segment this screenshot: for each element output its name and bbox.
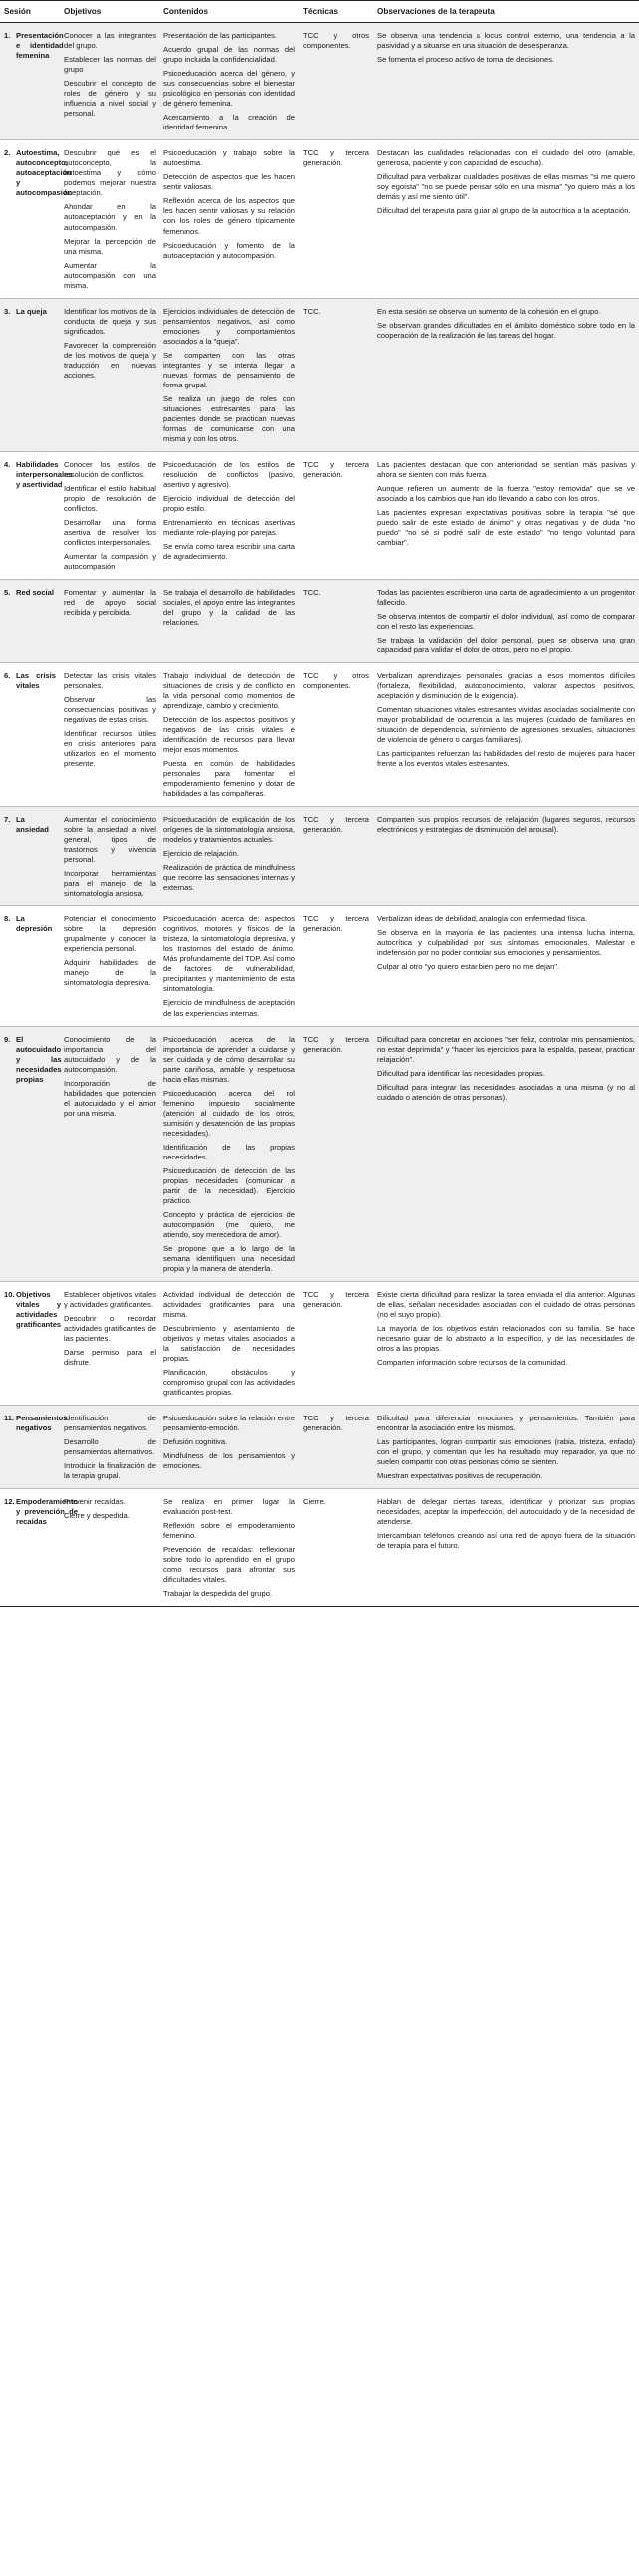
- objectives-item: Potenciar el conocimiento sobre la depresión grupalmente y conocer la experiencia personal.: [64, 914, 156, 954]
- session-name: Empoderamiento y prevención de recaídas: [16, 1497, 79, 1527]
- observations-item: Las participantes, logran compartir sus emociones (rabia, tristeza, enfado) con el grupo, y comentan que les ha resultado muy reparador, ya que no suelen compartir con otras personas cómo se sienten.: [377, 1437, 635, 1467]
- observations-item: Intercambian teléfonos creando así una red de apoyo fuera de la situación de terapia para el futuro.: [377, 1531, 635, 1551]
- objectives-item: Descubrir qué es el autoconcepto, la autoestima y cómo podemos mejorar nuestra aceptación.: [64, 148, 156, 198]
- observations-item: Se observa en la mayoría de las pacientes una intensa lucha interna, autocrítica y culpabilidad por sus síntomas emocionales. Malestar e indefensión por no poder controlar sus emociones y pensamientos.: [377, 928, 635, 958]
- objectives-item: Incorporación de habilidades que potencien el autocuidado y el amor por una misma.: [64, 1078, 156, 1118]
- objectives-cell: [60, 298, 160, 451]
- observations-cell: [373, 579, 639, 662]
- techniques-item: TCC y otros componentes.: [303, 671, 369, 691]
- objectives-cell: [60, 1406, 160, 1489]
- contents-item: Ejercicio individual de detección del propio estilo.: [163, 493, 295, 513]
- contents-item: Psicoeducación acerca de la importancia de aprender a cuidarse y ser cuidada y de cómo desarrollar su parte cariñosa, amable y respetuosa hacia ellas mismas.: [163, 1034, 295, 1084]
- table-row: [0, 579, 639, 662]
- observations-cell: [373, 1489, 639, 1607]
- observations-item: Comparten información sobre recursos de la comunidad.: [377, 1357, 568, 1367]
- objectives-item: Identificar los motivos de la conducta de queja y sus significados.: [64, 306, 156, 336]
- contents-cell: [160, 663, 299, 807]
- techniques-item: TCC y tercera generación.: [303, 914, 369, 934]
- objectives-item: Conocer los estilos de resolución de conflictos.: [64, 459, 156, 479]
- techniques-cell: [299, 579, 373, 662]
- table-row: [0, 298, 639, 451]
- objectives-cell: [60, 579, 160, 662]
- observations-item: Comentan situaciones vitales estresantes vividas asociadas socialmente con mayor probabilidad de ocurrencia a las mujeres (cuidado de familiares en situación de dependencia, sufrimiento de agresiones sexuales, situaciones de violencia de género o cargas familiares).: [377, 705, 635, 745]
- observations-item: Comparten sus propios recursos de relajación (lugares seguros, recursos electrónicos y estrategias de disminución del arousal).: [377, 815, 635, 835]
- techniques-cell: [299, 807, 373, 906]
- objectives-cell: [60, 1026, 160, 1281]
- observations-item: Se fomenta el proceso activo de toma de decisiones.: [377, 55, 555, 65]
- techniques-item: TCC y tercera generación.: [303, 1414, 369, 1433]
- contents-item: Concepto y práctica de ejercicios de autocompasión (me quiero, me atiendo, soy merecedora de amor).: [163, 1209, 295, 1239]
- objectives-item: Descubrir el concepto de roles de género y su influencia a nivel social y personal.: [64, 79, 156, 119]
- session-name: Red social: [16, 587, 54, 597]
- observations-item: Verbalizan ideas de debilidad, analogía con enfermedad física.: [377, 914, 588, 924]
- objectives-item: Identificar el estilo habitual propio de resolución de conflictos.: [64, 483, 156, 513]
- session-number: 11.: [4, 1414, 15, 1423]
- session-number: 10.: [4, 1289, 15, 1299]
- contents-item: Ejercicios individuales de detección de pensamientos negativos, así como emociones y comportamientos asociados a la "queja".: [163, 306, 295, 346]
- header-observations: Observaciones de la terapeuta: [373, 1, 639, 23]
- table-row: [0, 663, 639, 807]
- observations-item: Hablan de delegar ciertas tareas, identificar y priorizar sus propias necesidades, aceptar la imperfección, del autocuidado y de la necesidad de atenderse.: [377, 1497, 635, 1527]
- session-cell: [0, 1406, 68, 1489]
- observations-item: Se observa una tendencia a locus control externo, una tendencia a la pasividad y a situarse en una situación de desesperanza.: [377, 31, 635, 51]
- contents-item: Reflexión acerca de los aspectos que les hacen sentir valiosas y su relación con los roles de género típicamente femeninos.: [163, 196, 295, 236]
- observations-item: Todas las pacientes escribieron una carta de agradecimiento a un progenitor fallecido.: [377, 587, 635, 607]
- session-name: Autoestima, autoconcepto, autoaceptación y autocompasión: [16, 148, 73, 198]
- contents-cell: [160, 807, 299, 906]
- table-row: [0, 807, 639, 906]
- contents-cell: [160, 1406, 299, 1489]
- session-cell: [0, 451, 73, 579]
- objectives-item: Aumentar el conocimiento sobre la ansiedad a nivel general, tipos de trastornos y vivencia personal.: [64, 815, 156, 865]
- session-name: Las crisis vitales: [16, 671, 56, 691]
- techniques-item: TCC y tercera generación.: [303, 459, 369, 479]
- objectives-item: Cierre y despedida.: [64, 1511, 130, 1521]
- objectives-cell: [60, 1489, 160, 1607]
- contents-item: Trabajar la despedida del grupo.: [163, 1589, 273, 1599]
- contents-item: Psicoeducación acerca del rol femenino impuesto socialmente (atención al cuidado de los otros, sumisión y desatención de las propias necesidades).: [163, 1088, 295, 1138]
- table-row: [0, 451, 639, 579]
- contents-item: Entrenamiento en técnicas asertivas mediante role-playing por parejas.: [163, 517, 295, 537]
- contents-cell: [160, 906, 299, 1026]
- techniques-item: TCC y otros componentes.: [303, 31, 369, 51]
- observations-item: Muestran expectativas positivas de recuperación.: [377, 1471, 543, 1481]
- techniques-item: TCC.: [303, 306, 321, 316]
- objectives-cell: [60, 23, 160, 140]
- techniques-item: TCC y tercera generación.: [303, 148, 369, 168]
- observations-cell: [373, 298, 639, 451]
- techniques-cell: [299, 1406, 373, 1489]
- techniques-item: Cierre.: [303, 1497, 326, 1507]
- session-cell: [0, 23, 64, 140]
- session-cell: [0, 1281, 60, 1405]
- contents-item: Ejercicio de relajación.: [163, 849, 239, 859]
- techniques-item: TCC y tercera generación.: [303, 1289, 369, 1309]
- contents-item: Psicoeducación acerca del género, y sus consecuencias sobre el bienestar psicológico en personas con identidad de género femenina.: [163, 69, 295, 109]
- observations-cell: [373, 906, 639, 1026]
- table-row: [0, 1281, 639, 1405]
- contents-item: Psicoeducación acerca de: aspectos cognitivos, motores y físicos de la tristeza, la sintomatología depresiva, y los trastornos del estado de ánimo. Más profundamente del TDP. Así como de factores de vulnerabilidad, precipitantes y mantenimiento de esta sintomatología.: [163, 914, 295, 994]
- session-name: Objetivos vitales y actividades gratificantes: [16, 1289, 62, 1329]
- contents-item: Psicoeducación sobre la relación entre pensamiento-emoción.: [163, 1414, 295, 1433]
- objectives-item: Ahondar en la autoaceptación y en la autocompasión.: [64, 202, 156, 232]
- observations-cell: [373, 1026, 639, 1281]
- contents-item: Se comparten con las otras integrantes y se intenta llegar a nuevas formas de pensamiento de forma grupal.: [163, 350, 295, 389]
- table-row: [0, 23, 639, 140]
- contents-cell: [160, 1026, 299, 1281]
- session-name: La ansiedad: [16, 815, 49, 835]
- techniques-cell: [299, 298, 373, 451]
- objectives-item: Identificación de pensamientos negativos.: [64, 1414, 156, 1433]
- contents-item: Psicoeducación de detección de las propias necesidades (comunicar a partir de la necesidad). Ejercicio práctico.: [163, 1165, 295, 1205]
- session-cell: [0, 807, 60, 906]
- observations-item: Las pacientes destacan que con anterioridad se sentían más pasivas y ahora se sienten con más fuerza.: [377, 459, 635, 479]
- contents-cell: [160, 1281, 299, 1405]
- header-session: Sesión: [0, 1, 60, 23]
- techniques-cell: [299, 451, 373, 579]
- objectives-item: Aumentar la compasión y autocompasión: [64, 551, 156, 571]
- contents-item: Descubrimiento y asentamiento de objetivos y metas vitales asociados a la satisfacción de necesidades propias.: [163, 1323, 295, 1363]
- contents-item: Detección de aspectos que les hacen sentir valiosas.: [163, 172, 295, 192]
- observations-item: Verbalizan aprendizajes personales gracias a esos momentos difíciles (fortaleza, flexibilidad, autoconocimiento, valorar aspectos positivos, aceptación y disminución de la exigencia).: [377, 671, 635, 701]
- session-name: Habilidades interpersonales y asertividad: [16, 459, 73, 489]
- observations-cell: [373, 140, 639, 298]
- contents-item: Actividad individual de detección de actividades gratificantes para una misma.: [163, 1289, 295, 1319]
- objectives-item: Identificar recursos útiles en crisis anteriores para utilizarlos en el momento presente.: [64, 729, 156, 769]
- objectives-item: Conocer a las integrantes del grupo.: [64, 31, 156, 51]
- session-number: 3.: [4, 306, 11, 316]
- observations-cell: [373, 23, 639, 140]
- observations-item: Existe cierta dificultad para realizar la tarea enviada el día anterior. Algunas de ellas, señalan necesidades asociadas con el cuidado de otras personas (no el suyo propio).: [377, 1289, 635, 1319]
- contents-item: Psicoeducación y trabajo sobre la autoestima.: [163, 148, 295, 168]
- header-contents: Contenidos: [160, 1, 299, 23]
- table-row: [0, 1406, 639, 1489]
- techniques-item: TCC.: [303, 587, 321, 597]
- session-number: 9.: [4, 1034, 11, 1044]
- observations-item: Aunque refieren un aumento de la fuerza "estoy removida" que se ve asociado a los cambios que han ido llevando a cabo con los otros.: [377, 483, 635, 503]
- session-cell: [0, 1489, 79, 1607]
- objectives-item: Aumentar la autocompasión con una misma.: [64, 260, 156, 290]
- observations-item: En esta sesión se observa un aumento de la cohesión en el grupo.: [377, 306, 601, 316]
- observations-item: Dificultad para diferenciar emociones y pensamientos. También para encontrar la asociación entre los mismos.: [377, 1414, 635, 1433]
- techniques-cell: [299, 906, 373, 1026]
- table-row: [0, 906, 639, 1026]
- observations-item: Destacan las cualidades relacionadas con el cuidado del otro (amable, generosa, paciente y con capacidad de escucha).: [377, 148, 635, 168]
- session-name: La queja: [16, 306, 47, 316]
- session-number: 6.: [4, 671, 11, 681]
- observations-item: Dificultad del terapeuta para guiar al grupo de la autocrítica a la aceptación.: [377, 206, 631, 216]
- session-name: Pensamientos negativos: [16, 1414, 68, 1433]
- contents-item: Realización de práctica de mindfulness que recorre las sensaciones internas y externas.: [163, 863, 295, 893]
- contents-cell: [160, 23, 299, 140]
- techniques-cell: [299, 1281, 373, 1405]
- objectives-item: Introducir la finalización de la terapia grupal.: [64, 1461, 156, 1481]
- techniques-cell: [299, 663, 373, 807]
- techniques-cell: [299, 140, 373, 298]
- session-cell: [0, 298, 60, 451]
- contents-item: Puesta en común de habilidades personales para fomentar el empoderamiento femenino y dotar de habilidades a las compañeras.: [163, 759, 295, 799]
- session-number: 8.: [4, 914, 11, 924]
- contents-item: Planificación, obstáculos y compromiso grupal con las actividades gratificantes propias.: [163, 1367, 295, 1397]
- contents-item: Presentación de las participantes.: [163, 31, 277, 41]
- contents-item: Psicoeducación de los estilos de resolución de conflictos (pasivo, asertivo y agresivo).: [163, 459, 295, 489]
- contents-item: Se envía como tarea escribir una carta de agradecimiento.: [163, 541, 295, 561]
- objectives-item: Desarrollar una forma asertiva de resolver los conflictos interpersonales.: [64, 517, 156, 547]
- session-cell: [0, 140, 73, 298]
- observations-item: Se observa intentos de compartir el dolor individual, así como de comparar con el resto las experiencias.: [377, 611, 635, 631]
- techniques-cell: [299, 23, 373, 140]
- session-number: 4.: [4, 459, 11, 469]
- observations-item: Se observan grandes dificultades en el ámbito doméstico sobre todo en la cooperación de la realización de las tareas del hogar.: [377, 320, 635, 340]
- techniques-item: TCC y tercera generación.: [303, 815, 369, 835]
- contents-item: Detección de los aspectos positivos y negativos de las crisis vitales e identificación de recursos para llevar mejor esos momentos.: [163, 715, 295, 755]
- objectives-item: Detectar las crisis vitales personales.: [64, 671, 156, 691]
- session-name: La depresión: [16, 914, 53, 934]
- contents-item: Identificación de las propias necesidades.: [163, 1142, 295, 1161]
- table-row: [0, 140, 639, 298]
- objectives-cell: [60, 1281, 160, 1405]
- objectives-item: Fomentar y aumentar la red de apoyo social recibida y percibida.: [64, 587, 156, 617]
- objectives-item: Observar las consecuencias positivas y negativas de estas crisis.: [64, 695, 156, 725]
- objectives-item: Darse permiso para el disfrute.: [64, 1347, 156, 1367]
- objectives-cell: [60, 663, 160, 807]
- observations-cell: [373, 1406, 639, 1489]
- session-number: 7.: [4, 815, 11, 825]
- contents-item: Ejercicio de mindfulness de aceptación de las experiencias internas.: [163, 998, 295, 1018]
- contents-cell: [160, 451, 299, 579]
- observations-item: Se trabaja la validación del dolor personal, pues se observa una gran capacidad para validar el dolor de otros, pero no el propio.: [377, 636, 635, 655]
- techniques-cell: [299, 1026, 373, 1281]
- session-cell: [0, 579, 60, 662]
- objectives-item: Incorporar herramientas para el manejo de la sintomatología ansiosa.: [64, 869, 156, 899]
- objectives-cell: [60, 906, 160, 1026]
- table-row: [0, 1489, 639, 1607]
- contents-item: Psicoeducación de explicación de los orígenes de la sintomatología ansiosa, modelos y tratamientos actuales.: [163, 815, 295, 845]
- table-header-row: [0, 1, 639, 23]
- observations-item: Dificultad para identificar las necesidades propias.: [377, 1068, 545, 1078]
- contents-cell: [160, 298, 299, 451]
- contents-item: Acuerdo grupal de las normas del grupo incluida la confidencialidad.: [163, 45, 295, 65]
- table-row: [0, 1026, 639, 1281]
- objectives-item: Favorecer la comprensión de los motivos de queja y traducción en nuevas acciones.: [64, 340, 156, 380]
- observations-cell: [373, 451, 639, 579]
- contents-item: Se propone que a lo largo de la semana identifiquen una necesidad propia y la manera de atenderla.: [163, 1243, 295, 1273]
- contents-item: Se realiza un juego de roles con situaciones estresantes para las pacientes donde se practican nuevas formas de comunicarse con una misma y con los otros.: [163, 393, 295, 443]
- observations-cell: [373, 807, 639, 906]
- objectives-item: Conocimiento de la importancia del autocuidado y de la autocompasión.: [64, 1034, 156, 1074]
- contents-item: Defusión cognitiva.: [163, 1437, 228, 1447]
- session-number: 12.: [4, 1497, 15, 1507]
- contents-item: Mindfulness de los pensamientos y emociones.: [163, 1451, 295, 1471]
- observations-item: Dificultad para integrar las necesidades asociadas a una misma (y no al cuidado o atención de otras personas).: [377, 1082, 635, 1102]
- observations-cell: [373, 663, 639, 807]
- header-techniques: Técnicas: [299, 1, 373, 23]
- header-objectives: Objetivos: [60, 1, 160, 23]
- objectives-item: Establecer las normas del grupo: [64, 55, 156, 75]
- observations-item: Dificultad para verbalizar cualidades positivas de ellas mismas "si me quiero soy egoísta" "no se puede pensar sólo en una misma" "yo quiero más a los demás y así me siento útil".: [377, 172, 635, 202]
- session-number: 5.: [4, 587, 11, 597]
- contents-cell: [160, 579, 299, 662]
- objectives-cell: [60, 140, 160, 298]
- session-name: Presentación e identidad femenina: [16, 31, 64, 61]
- observations-item: Las participantes refuerzan las habilidades del resto de mujeres para hacer frente a los eventos vitales estresantes.: [377, 749, 635, 769]
- contents-cell: [160, 140, 299, 298]
- contents-cell: [160, 1489, 299, 1607]
- session-cell: [0, 1026, 60, 1281]
- session-cell: [0, 906, 60, 1026]
- objectives-item: Mejorar la percepción de una misma.: [64, 236, 156, 256]
- contents-item: Trabajo individual de detección de situaciones de crisis y de conflicto en la vida personal como momentos de aprendizaje, cambio y crecimiento.: [163, 671, 295, 711]
- objectives-item: Adquirir habilidades de manejo de la sintomatología depresiva.: [64, 958, 156, 988]
- objectives-item: Establecer objetivos vitales y actividades gratificantes.: [64, 1289, 156, 1309]
- contents-item: Prevención de recaídas: reflexionar sobre todo lo aprendido en el grupo como recursos para afrontar sus dificultades vitales.: [163, 1545, 295, 1585]
- techniques-item: TCC y tercera generación.: [303, 1034, 369, 1054]
- objectives-item: Desarrollo de pensamientos alternativos.: [64, 1437, 156, 1457]
- session-name: El autocuidado y las necesidades propias: [16, 1034, 62, 1084]
- observations-item: Culpar al otro "yo quiero estar bien pero no me dejan".: [377, 962, 560, 972]
- objectives-item: Prevenir recaídas.: [64, 1497, 126, 1507]
- table-body: [0, 23, 639, 1607]
- session-number: 2.: [4, 148, 11, 158]
- contents-item: Acercamiento a la creación de identidad femenina.: [163, 113, 295, 132]
- observations-item: Dificultad para concretar en acciones "ser feliz, controlar mis pensamientos, no estar deprimida" y "hacer los ejercicios para la espalda, pasear, practicar relajación".: [377, 1034, 635, 1064]
- observations-item: La mayoría de los objetivos están relacionados con su familia. Se hace necesario guiar de lo abstracto a lo específico, y de las necesidades de otros a las propias.: [377, 1323, 635, 1353]
- session-number: 1.: [4, 31, 11, 41]
- contents-item: Se trabaja el desarrollo de habilidades sociales, el apoyo entre las integrantes del grupo y la calidad de las relaciones.: [163, 587, 295, 627]
- observations-item: Las pacientes expresan expectativas positivas sobre la terapia "sé que puedo salir de este estado de ánimo" y otras negativas y de duda "no puedo" "no sé si podré salir de este estado" "no tengo voluntad para cambiar".: [377, 507, 635, 547]
- objectives-cell: [60, 451, 160, 579]
- session-cell: [0, 663, 60, 807]
- objectives-cell: [60, 807, 160, 906]
- contents-item: Psicoeducación y fomento de la autoaceptación y autocompasión.: [163, 240, 295, 260]
- observations-cell: [373, 1281, 639, 1405]
- contents-item: Reflexión sobre el empoderamiento femenino.: [163, 1521, 295, 1541]
- objectives-item: Descubrir o recordar actividades gratificantes de las pacientes.: [64, 1313, 156, 1343]
- contents-item: Se realiza en primer lugar la evaluación post-test.: [163, 1497, 295, 1517]
- techniques-cell: [299, 1489, 373, 1607]
